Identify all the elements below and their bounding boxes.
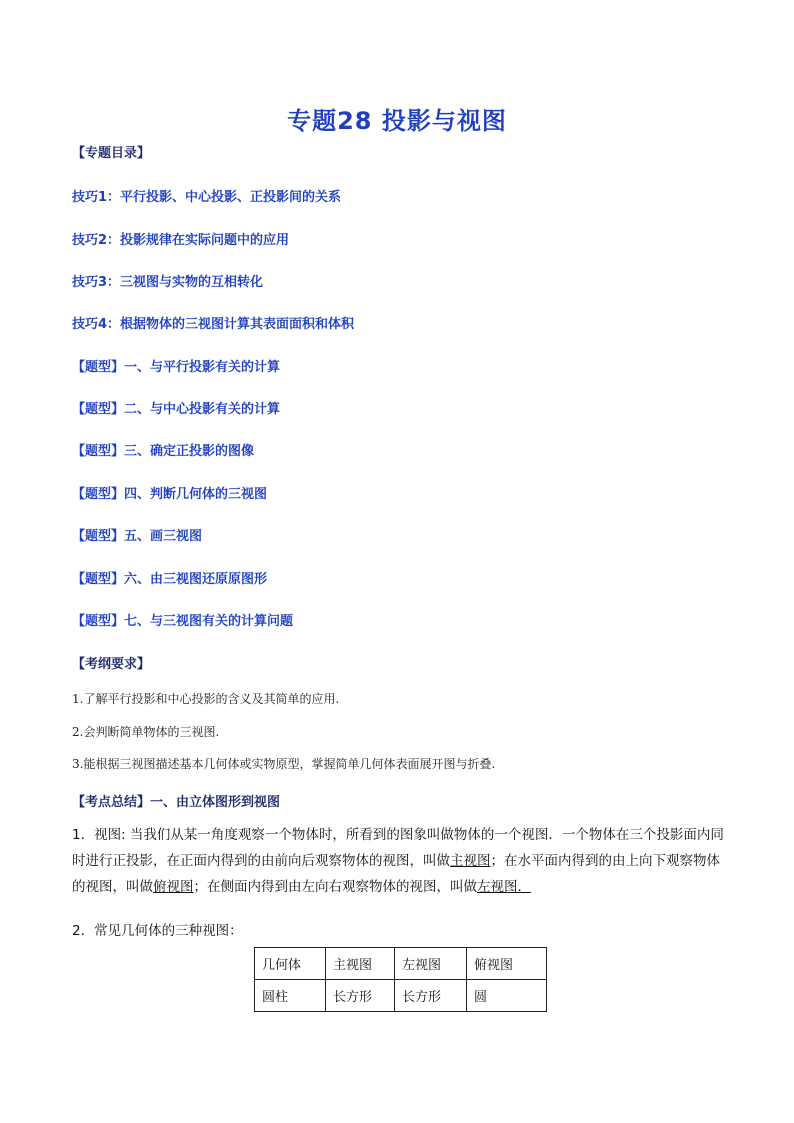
common-views-paragraph: 2．常见几何体的三种视图：	[72, 923, 243, 939]
table-cell: 长方形	[326, 980, 395, 1012]
technique-item: 技巧3：三视图与实物的互相转化	[72, 275, 264, 290]
technique-item: 技巧4：根据物体的三视图计算其表面面积和体积	[72, 317, 355, 332]
page-title: 专题28 投影与视图	[287, 107, 507, 135]
toc-heading: 【专题目录】	[72, 146, 151, 161]
three-views-table	[254, 947, 547, 1012]
type-item: 【题型】四、判断几何体的三视图	[72, 487, 268, 502]
type-item: 【题型】三、确定正投影的图像	[72, 444, 255, 459]
term-main-view: 主视图	[450, 853, 491, 869]
table-header-cell: 俯视图	[467, 948, 547, 980]
type-item: 【题型】二、与中心投影有关的计算	[72, 402, 281, 417]
table-cell: 圆柱	[255, 980, 326, 1012]
requirements-heading: 【考纲要求】	[72, 657, 151, 672]
technique-item: 技巧2：投影规律在实际问题中的应用	[72, 233, 290, 248]
technique-item: 技巧1：平行投影、中心投影、正投影间的关系	[72, 190, 342, 205]
requirement-item: 1.了解平行投影和中心投影的含义及其简单的应用.	[72, 692, 340, 706]
type-item: 【题型】五、画三视图	[72, 529, 203, 544]
table-header-row	[255, 948, 547, 980]
table-cell: 圆	[467, 980, 547, 1012]
table-header-cell: 主视图	[326, 948, 395, 980]
type-item: 【题型】七、与三视图有关的计算问题	[72, 614, 294, 629]
requirement-item: 3.能根据三视图描述基本几何体或实物原型，掌握简单几何体表面展开图与折叠.	[72, 757, 496, 771]
summary-heading: 【考点总结】一、由立体图形到视图	[72, 795, 281, 810]
table-cell: 长方形	[395, 980, 467, 1012]
term-left-view: 左视图．	[477, 879, 531, 895]
paragraph-text: 1．视图: 当我们从某一角度观察一个物体时，所看到的图象叫做物体的一个视图．一个物体在三个投影面内同时进行正投影，在正面内得到的由前向后观察物体的视图，叫做	[72, 827, 724, 869]
type-item: 【题型】六、由三视图还原原图形	[72, 572, 268, 587]
view-definition-paragraph	[72, 822, 724, 900]
term-top-view: 俯视图	[153, 879, 194, 895]
paragraph-text: ；在水平面内得到的由上向下观察物体的视图，叫做	[72, 853, 720, 895]
paragraph-text: ；在侧面内得到由左向右观察物体的视图，叫做	[193, 879, 477, 895]
table-row	[255, 980, 547, 1012]
table-header-cell: 几何体	[255, 948, 326, 980]
requirement-item: 2.会判断简单物体的三视图.	[72, 725, 220, 739]
type-item: 【题型】一、与平行投影有关的计算	[72, 360, 281, 375]
table-header-cell: 左视图	[395, 948, 467, 980]
